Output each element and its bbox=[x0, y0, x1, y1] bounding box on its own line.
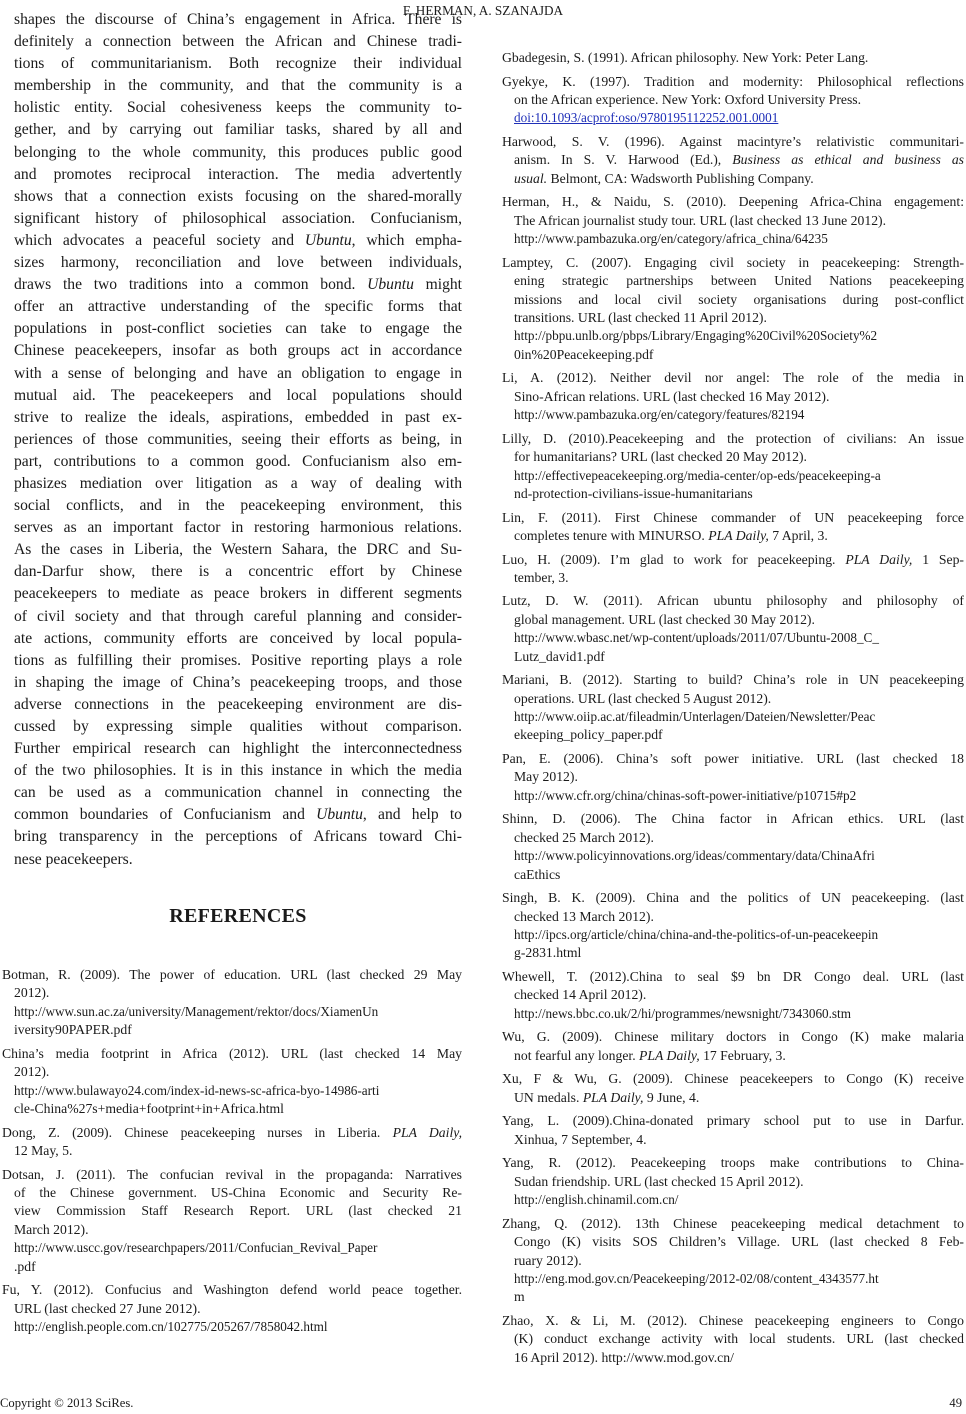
text-segment: Mariani, B. (2012). Starting to build? China’s role in UN peacekeeping bbox=[502, 672, 964, 688]
text-segment: missions and local civil society organisations during post-conflict bbox=[514, 291, 964, 307]
text-segment: belonging to the whole community, this produces public good bbox=[14, 143, 462, 161]
reference-line bbox=[502, 926, 964, 944]
reference-line bbox=[502, 230, 964, 248]
reference-line bbox=[502, 1047, 964, 1065]
text-segment: ruary 2012). bbox=[514, 1252, 582, 1268]
text-segment: m bbox=[514, 1289, 525, 1305]
text-segment: cle-China%27s+media+footprint+in+Africa.html bbox=[14, 1101, 284, 1116]
italic-text: PLA Daily, bbox=[708, 527, 769, 543]
body-line bbox=[14, 738, 462, 760]
text-segment: draws the two traditions into a common bond. bbox=[14, 276, 368, 294]
text-segment: http://www.pambazuka.org/en/category/africa_china/64235 bbox=[514, 231, 828, 247]
body-line bbox=[14, 849, 462, 871]
reference-line bbox=[502, 708, 964, 726]
text-segment: Yang, R. (2012). Peacekeeping troops make contributions to China- bbox=[502, 1155, 964, 1171]
body-line bbox=[14, 561, 462, 583]
reference-line bbox=[502, 430, 964, 448]
text-segment: Luo, H. (2009). I’m glad to work for peacekeeping. bbox=[502, 551, 846, 567]
text-segment: serves as an important factor in restoring harmonious relations. bbox=[14, 519, 462, 537]
reference-line bbox=[502, 569, 964, 587]
text-segment: URL (last checked 27 June 2012). bbox=[14, 1300, 201, 1316]
text-segment: Lamptey, C. (2007). Engaging civil society in peacekeeping: Strength- bbox=[502, 254, 964, 270]
text-segment: Fu, Y. (2012). Confucius and Washington defend world peace together. bbox=[2, 1282, 462, 1298]
text-segment: Further empirical research can highlight the interconnectedness bbox=[14, 740, 462, 758]
body-line bbox=[14, 318, 462, 340]
reference-line bbox=[502, 810, 964, 828]
text-segment: http://www.sun.ac.za/university/Management/rektor/docs/XiamenUn bbox=[14, 1003, 379, 1019]
reference-line bbox=[502, 49, 964, 67]
text-segment: periences of those communities, seeing their efforts as being, in bbox=[14, 430, 462, 448]
body-line bbox=[14, 716, 462, 738]
references-heading: REFERENCES bbox=[169, 905, 307, 927]
text-segment: Lutz_david1.pdf bbox=[514, 648, 605, 664]
body-line bbox=[14, 628, 462, 650]
italic-text: PLA Daily, bbox=[582, 1089, 644, 1105]
reference-line bbox=[502, 648, 964, 666]
reference-line bbox=[502, 1131, 964, 1149]
text-segment: strive to realize the ideals, aspirations, embedded in past ex- bbox=[14, 408, 462, 426]
reference-line bbox=[502, 509, 964, 527]
text-segment: 16 April 2012). http://www.mod.gov.cn/ bbox=[514, 1349, 734, 1365]
text-segment: part, contributions to a common good. Confucianism also em- bbox=[14, 452, 462, 470]
reference-entry bbox=[502, 430, 964, 504]
text-segment: view Commission Staff Research Report. URL (last checked 21 bbox=[14, 1203, 462, 1219]
reference-line bbox=[502, 151, 964, 169]
reference-line bbox=[2, 1258, 462, 1276]
reference-line bbox=[2, 1281, 462, 1299]
page-number: 49 bbox=[949, 1396, 962, 1410]
reference-line bbox=[2, 1300, 462, 1318]
text-segment: Xu, F & Wu, G. (2009). Chinese peacekeepers to Congo (K) receive bbox=[502, 1071, 964, 1087]
italic-text: usual. bbox=[514, 170, 548, 186]
reference-line bbox=[502, 346, 964, 364]
text-segment: Sudan friendship. URL (last checked 15 April 2012). bbox=[514, 1173, 804, 1189]
reference-line bbox=[502, 1252, 964, 1270]
italic-text: PLA Daily, bbox=[392, 1124, 462, 1140]
reference-entry bbox=[502, 133, 964, 188]
text-segment: http://www.pambazuka.org/en/category/features/82194 bbox=[514, 407, 805, 423]
body-line bbox=[14, 583, 462, 605]
body-line bbox=[14, 53, 462, 75]
text-segment: checked 13 March 2012). bbox=[514, 908, 654, 924]
text-segment: http://news.bbc.co.uk/2/hi/programmes/newsnight/7343060.stm bbox=[514, 1005, 851, 1021]
reference-line bbox=[502, 986, 964, 1004]
reference-line bbox=[502, 327, 964, 345]
text-segment: Dotsan, J. (2011). The confucian revival in the propaganda: Narratives bbox=[2, 1166, 462, 1182]
text-segment: cussed by expressing simple qualities without comparison. bbox=[14, 718, 462, 735]
text-segment: Belmont, CA: Wadsworth Publishing Company. bbox=[547, 170, 814, 186]
reference-line bbox=[502, 787, 964, 805]
text-segment: Sino-African relations. URL (last checked 16 May 2012). bbox=[514, 388, 830, 404]
reference-line bbox=[502, 272, 964, 290]
text-segment: of the two philosophies. It is in this instance in which the media bbox=[14, 762, 462, 780]
reference-line bbox=[2, 1021, 462, 1039]
reference-line bbox=[502, 1089, 964, 1107]
reference-line bbox=[502, 829, 964, 847]
body-line bbox=[14, 186, 462, 208]
reference-line bbox=[502, 592, 964, 610]
text-segment: .pdf bbox=[14, 1258, 36, 1274]
doi-link[interactable]: doi:10.1093/acprof:oso/9780195112252.001.0001 bbox=[514, 110, 779, 126]
italic-text: Ubuntu bbox=[304, 231, 352, 249]
reference-line bbox=[502, 1173, 964, 1191]
reference-entry bbox=[502, 1215, 964, 1307]
text-segment: , and help to bbox=[362, 806, 462, 824]
text-segment: Herman, H., & Naidu, S. (2010). Deepening Africa-China engagement: bbox=[502, 194, 964, 210]
body-line bbox=[14, 385, 462, 407]
text-segment: Gyekye, K. (1997). Tradition and modernity: Philosophical reflections bbox=[502, 73, 964, 89]
reference-line bbox=[502, 1288, 964, 1306]
text-segment: for humanitarians? URL (last checked 20 May 2012). bbox=[514, 449, 807, 465]
text-segment: Congo (K) visits SOS Children’s Village. URL (last checked 8 Feb- bbox=[514, 1234, 964, 1250]
reference-entry bbox=[2, 1045, 462, 1119]
reference-entry bbox=[502, 1112, 964, 1149]
text-segment: caEthics bbox=[514, 866, 561, 882]
reference-entry bbox=[502, 592, 964, 666]
text-segment: China’s media footprint in Africa (2012). URL (last checked 14 May bbox=[2, 1045, 462, 1061]
copyright-footer: Copyright © 2013 SciRes. bbox=[0, 1396, 134, 1410]
text-segment: tions as fulfilling their promises. Positive reporting plays a role bbox=[14, 651, 462, 669]
body-line bbox=[14, 164, 462, 186]
text-segment: nese peacekeepers. bbox=[14, 850, 133, 868]
reference-line bbox=[502, 671, 964, 689]
reference-line bbox=[502, 91, 964, 109]
text-segment: checked 14 April 2012). bbox=[514, 987, 647, 1003]
text-segment: social conflicts, and in the peacekeeping environment, this bbox=[14, 497, 462, 515]
body-line bbox=[14, 230, 462, 252]
text-segment: ate actions, community efforts are conceived by local popula- bbox=[14, 629, 462, 647]
reference-line bbox=[502, 866, 964, 884]
text-segment: http://www.uscc.gov/researchpapers/2011/Confucian_Revival_Paper bbox=[14, 1240, 378, 1256]
reference-line bbox=[502, 369, 964, 387]
reference-entry bbox=[502, 551, 964, 588]
text-segment: , which empha- bbox=[351, 231, 463, 249]
body-line bbox=[14, 826, 462, 848]
reference-line bbox=[502, 551, 964, 569]
reference-line bbox=[2, 984, 462, 1002]
body-text-column bbox=[14, 9, 462, 871]
reference-line bbox=[2, 1082, 462, 1100]
reference-line bbox=[2, 1184, 462, 1202]
body-line bbox=[14, 119, 462, 141]
body-line bbox=[14, 208, 462, 230]
reference-line bbox=[502, 527, 964, 545]
reference-line bbox=[502, 1070, 964, 1088]
text-segment: significant history of philosophical association. Confucianism, bbox=[14, 209, 462, 227]
body-line bbox=[14, 782, 462, 804]
body-line bbox=[14, 407, 462, 429]
text-segment: http://www.policyinnovations.org/ideas/commentary/data/ChinaAfri bbox=[514, 848, 875, 864]
text-segment: not fearful any longer. bbox=[514, 1047, 640, 1063]
text-segment: mutual aid. The peacekeepers and local populations should bbox=[14, 386, 462, 404]
italic-text: PLA Daily, bbox=[639, 1047, 700, 1063]
text-segment: 0in%20Peacekeeping.pdf bbox=[514, 346, 654, 362]
text-segment: checked 25 March 2012). bbox=[514, 829, 654, 845]
reference-line bbox=[502, 109, 964, 127]
text-segment: dan-Darfur show, there is a concentric effort by Chinese bbox=[14, 563, 462, 581]
text-segment: bring transparency in the perceptions of Africans toward Chi- bbox=[14, 828, 462, 846]
text-segment: in shaping the image of China’s peacekeeping troops, and those bbox=[14, 673, 462, 691]
text-segment: Wu, G. (2009). Chinese military doctors in Congo (K) make malaria bbox=[502, 1029, 964, 1045]
text-segment: phasizes mediation over litigation as a way of dealing with bbox=[14, 474, 462, 492]
reference-line bbox=[502, 1349, 964, 1367]
reference-entry bbox=[502, 509, 964, 546]
text-segment: UN medals. bbox=[514, 1089, 583, 1105]
text-segment: As the cases in Liberia, the Western Sahara, the DRC and Su- bbox=[14, 541, 462, 559]
body-line bbox=[14, 495, 462, 517]
text-segment: ekeeping_policy_paper.pdf bbox=[514, 727, 663, 743]
body-line bbox=[14, 97, 462, 119]
reference-line bbox=[502, 944, 964, 962]
reference-line bbox=[502, 467, 964, 485]
text-segment: Dong, Z. (2009). Chinese peacekeeping nurses in Liberia. bbox=[2, 1124, 393, 1140]
body-line bbox=[14, 363, 462, 385]
text-segment: Singh, B. K. (2009). China and the politics of UN peacekeeping. (last bbox=[502, 890, 964, 906]
text-segment: of civil society and that through careful planning and consider- bbox=[14, 607, 462, 625]
text-segment: shapes the discourse of China’s engagement in Africa. There is bbox=[14, 11, 462, 28]
body-line bbox=[14, 31, 462, 53]
reference-line bbox=[502, 133, 964, 151]
text-segment: http://english.chinamil.com.cn/ bbox=[514, 1192, 679, 1208]
reference-line bbox=[502, 254, 964, 272]
text-segment: May 2012). bbox=[514, 769, 578, 785]
italic-text: PLA Daily, bbox=[845, 551, 913, 567]
text-segment: Lin, F. (2011). First Chinese commander of UN peacekeeping force bbox=[502, 509, 964, 525]
text-segment: http://www.oiip.ac.at/fileadmin/Unterlagen/Dateien/Newsletter/Peac bbox=[514, 709, 876, 725]
text-segment: membership in the community, and that the community is a bbox=[14, 77, 462, 95]
body-line bbox=[14, 672, 462, 694]
reference-line bbox=[502, 750, 964, 768]
text-segment: http://ipcs.org/article/china/china-and-the-politics-of-un-peacekeepin bbox=[514, 927, 879, 943]
text-segment: transitions. URL (last checked 11 April 2012). bbox=[514, 309, 767, 325]
body-line bbox=[14, 451, 462, 473]
text-segment: iversity90PAPER.pdf bbox=[14, 1022, 132, 1038]
body-line bbox=[14, 429, 462, 451]
reference-entry bbox=[502, 193, 964, 248]
text-segment: http://eng.mod.gov.cn/Peacekeeping/2012-02/08/content_4343577.ht bbox=[514, 1270, 879, 1286]
reference-line bbox=[502, 1028, 964, 1046]
body-line bbox=[14, 650, 462, 672]
text-segment: shows that a connection exists focusing on the shared-morally bbox=[14, 187, 462, 205]
text-segment: sizes harmony, reconciliation and love between individuals, bbox=[14, 254, 462, 272]
body-line bbox=[14, 252, 462, 274]
body-line bbox=[14, 340, 462, 362]
reference-line bbox=[2, 1100, 462, 1118]
reference-line bbox=[502, 611, 964, 629]
reference-entry bbox=[2, 966, 462, 1040]
text-segment: holistic entity. Social cohesiveness keeps the community to- bbox=[14, 99, 462, 117]
text-segment: common boundaries of Confucianism and bbox=[14, 806, 317, 824]
italic-text: Ubuntu bbox=[316, 806, 363, 824]
italic-text: Business as ethical and business as bbox=[732, 152, 964, 168]
reference-line bbox=[502, 1005, 964, 1023]
reference-line bbox=[2, 1063, 462, 1081]
references-list-right bbox=[502, 49, 964, 1372]
reference-entry bbox=[502, 1070, 964, 1107]
reference-line bbox=[2, 1202, 462, 1220]
reference-entry bbox=[502, 889, 964, 963]
running-head: F. HERMAN, A. SZANAJDA bbox=[402, 3, 564, 18]
reference-line bbox=[502, 212, 964, 230]
reference-entry bbox=[2, 1166, 462, 1276]
text-segment: anism. In S. V. Harwood (Ed.), bbox=[514, 152, 733, 168]
text-segment: Gbadegesin, S. (1991). African philosophy. New York: Peter Lang. bbox=[502, 50, 869, 65]
text-segment: http://pbpu.unlb.org/pbps/Library/Engaging%20Civil%20Society%2 bbox=[514, 328, 878, 344]
text-segment: of the Chinese government. US-China Economic and Security Re- bbox=[14, 1184, 462, 1200]
text-segment: Botman, R. (2009). The power of education. URL (last checked 29 May bbox=[2, 967, 462, 982]
reference-entry bbox=[502, 73, 964, 128]
reference-line bbox=[502, 847, 964, 865]
text-segment: might bbox=[413, 276, 462, 294]
text-segment: 7 April, 3. bbox=[768, 527, 828, 543]
body-line bbox=[14, 75, 462, 97]
text-segment: definitely a connection between the African and Chinese tradi- bbox=[14, 33, 462, 51]
reference-line bbox=[502, 448, 964, 466]
reference-line bbox=[502, 889, 964, 907]
reference-entry bbox=[502, 810, 964, 884]
reference-line bbox=[502, 1154, 964, 1172]
text-segment: tions of communitarianism. Both recognize their individual bbox=[14, 55, 462, 73]
text-segment: Xinhua, 7 September, 4. bbox=[514, 1131, 647, 1147]
reference-line bbox=[502, 768, 964, 786]
reference-entry bbox=[502, 671, 964, 745]
text-segment: http://www.wbasc.net/wp-content/uploads/2011/07/Ubuntu-2008_C_ bbox=[514, 630, 879, 646]
reference-entry bbox=[502, 1312, 964, 1367]
text-segment: 2012). bbox=[14, 1064, 50, 1080]
body-line bbox=[14, 606, 462, 628]
text-segment: Shinn, D. (2006). The China factor in African ethics. URL (last bbox=[502, 811, 964, 827]
reference-line bbox=[2, 1221, 462, 1239]
text-segment: Li, A. (2012). Neither devil nor angel: The role of the media in bbox=[502, 370, 964, 386]
body-line bbox=[14, 142, 462, 164]
text-segment: http://english.people.com.cn/102775/205267/7858042.html bbox=[14, 1318, 328, 1334]
body-line bbox=[14, 473, 462, 495]
body-line bbox=[14, 539, 462, 561]
reference-line bbox=[502, 1191, 964, 1209]
reference-line bbox=[502, 170, 964, 188]
reference-entry bbox=[502, 1028, 964, 1065]
italic-text: Ubuntu bbox=[367, 276, 414, 294]
text-segment: 17 February, 3. bbox=[699, 1047, 786, 1063]
text-segment: 1 Sep- bbox=[912, 551, 964, 567]
text-segment: can be used as a communication channel in connecting the bbox=[14, 784, 462, 802]
body-line bbox=[14, 760, 462, 782]
text-segment: 9 June, 4. bbox=[643, 1089, 700, 1105]
body-line bbox=[14, 517, 462, 539]
text-segment: Lutz, D. W. (2011). African ubuntu philosophy and philosophy of bbox=[502, 593, 964, 609]
reference-entry bbox=[502, 369, 964, 424]
body-line bbox=[14, 804, 462, 826]
text-segment: adverse connections in the peacekeeping environment are dis- bbox=[14, 695, 462, 713]
text-segment: Whewell, T. (2012).China to seal $9 bn DR Congo deal. URL (last bbox=[502, 969, 964, 985]
reference-line bbox=[502, 73, 964, 91]
text-segment: peacekeepers to mediate as peace brokers in different segments bbox=[14, 585, 462, 603]
reference-entry bbox=[502, 750, 964, 805]
text-segment: which advocates a peaceful society and bbox=[14, 231, 305, 249]
text-segment: 2012). bbox=[14, 985, 50, 1001]
text-segment: tember, 3. bbox=[514, 569, 569, 585]
text-segment: populations in post-conflict societies can take to engage the bbox=[14, 320, 462, 338]
text-segment: gether, and by carrying out familiar tasks, shared by all and bbox=[14, 121, 462, 139]
text-segment: The African journalist study tour. URL (last checked 13 June 2012). bbox=[514, 212, 887, 228]
text-segment: global management. URL (last checked 30 May 2012). bbox=[514, 611, 815, 627]
reference-line bbox=[2, 1003, 462, 1021]
reference-entry bbox=[502, 1154, 964, 1209]
text-segment: Zhang, Q. (2012). 13th Chinese peacekeeping medical detachment to bbox=[502, 1215, 964, 1231]
reference-line bbox=[2, 1124, 462, 1142]
reference-line bbox=[2, 966, 462, 984]
reference-entry bbox=[502, 968, 964, 1023]
reference-line bbox=[502, 388, 964, 406]
reference-line bbox=[502, 291, 964, 309]
text-segment: nd-protection-civilians-issue-humanitarians bbox=[514, 485, 753, 501]
body-line bbox=[14, 9, 462, 31]
text-segment: (K) conduct exchange activity with local students. URL (last checked bbox=[514, 1331, 964, 1347]
reference-entry bbox=[502, 254, 964, 364]
text-segment: completes tenure with MINURSO. bbox=[514, 527, 709, 543]
text-segment: http://effectivepeacekeeping.org/media-center/op-eds/peacekeeping-a bbox=[514, 467, 881, 483]
text-segment: Pan, E. (2006). China’s soft power initiative. URL (last checked 18 bbox=[502, 751, 964, 767]
reference-line bbox=[502, 1215, 964, 1233]
reference-line bbox=[502, 1233, 964, 1251]
text-segment: March 2012). bbox=[14, 1221, 89, 1237]
text-segment: Chinese peacekeepers, insofar as both groups act in accordance bbox=[14, 342, 462, 360]
references-list-left bbox=[2, 966, 462, 1342]
reference-line bbox=[2, 1166, 462, 1184]
reference-line bbox=[2, 1045, 462, 1063]
reference-line bbox=[2, 1142, 462, 1160]
reference-line bbox=[502, 629, 964, 647]
reference-line bbox=[502, 908, 964, 926]
text-segment: and promotes reciprocal interaction. The media advertently bbox=[14, 165, 462, 183]
text-segment: offer an attractive understanding of the specific forms that bbox=[14, 298, 462, 316]
text-segment: http://www.bulawayo24.com/index-id-news-sc-africa-byo-14986-arti bbox=[14, 1082, 380, 1098]
text-segment: g-2831.html bbox=[514, 945, 582, 961]
reference-line bbox=[502, 1270, 964, 1288]
reference-line bbox=[2, 1239, 462, 1257]
reference-line bbox=[2, 1318, 462, 1336]
body-line bbox=[14, 296, 462, 318]
text-segment: Harwood, S. V. (1996). Against macintyre’s relativistic communitari- bbox=[502, 133, 964, 149]
reference-entry bbox=[2, 1124, 462, 1161]
reference-line bbox=[502, 1112, 964, 1130]
reference-line bbox=[502, 726, 964, 744]
text-segment: Zhao, X. & Li, M. (2012). Chinese peacekeeping engineers to Congo bbox=[502, 1312, 964, 1328]
text-segment: on the African experience. New York: Oxford University Press. bbox=[514, 91, 862, 107]
body-line bbox=[14, 694, 462, 716]
reference-line bbox=[502, 968, 964, 986]
reference-entry bbox=[502, 49, 964, 67]
text-segment: Lilly, D. (2010).Peacekeeping and the protection of civilians: An issue bbox=[502, 430, 964, 446]
reference-line bbox=[502, 485, 964, 503]
text-segment: with a sense of belonging and have an obligation to engage in bbox=[14, 364, 462, 382]
body-line bbox=[14, 274, 462, 296]
reference-line bbox=[502, 309, 964, 327]
text-segment: Yang, L. (2009).China-donated primary school put to use in Darfur. bbox=[502, 1113, 964, 1129]
text-segment: http://www.cfr.org/china/chinas-soft-power-initiative/p10715#p2 bbox=[514, 787, 857, 803]
reference-line bbox=[502, 1312, 964, 1330]
text-segment: operations. URL (last checked 5 August 2012). bbox=[514, 690, 772, 706]
text-segment: ening strategic partnerships between United Nations peacekeeping bbox=[514, 273, 964, 289]
reference-line bbox=[502, 690, 964, 708]
reference-entry bbox=[2, 1281, 462, 1336]
text-segment: 12 May, 5. bbox=[14, 1142, 73, 1158]
reference-line bbox=[502, 193, 964, 211]
reference-line bbox=[502, 1330, 964, 1348]
reference-line bbox=[502, 406, 964, 424]
